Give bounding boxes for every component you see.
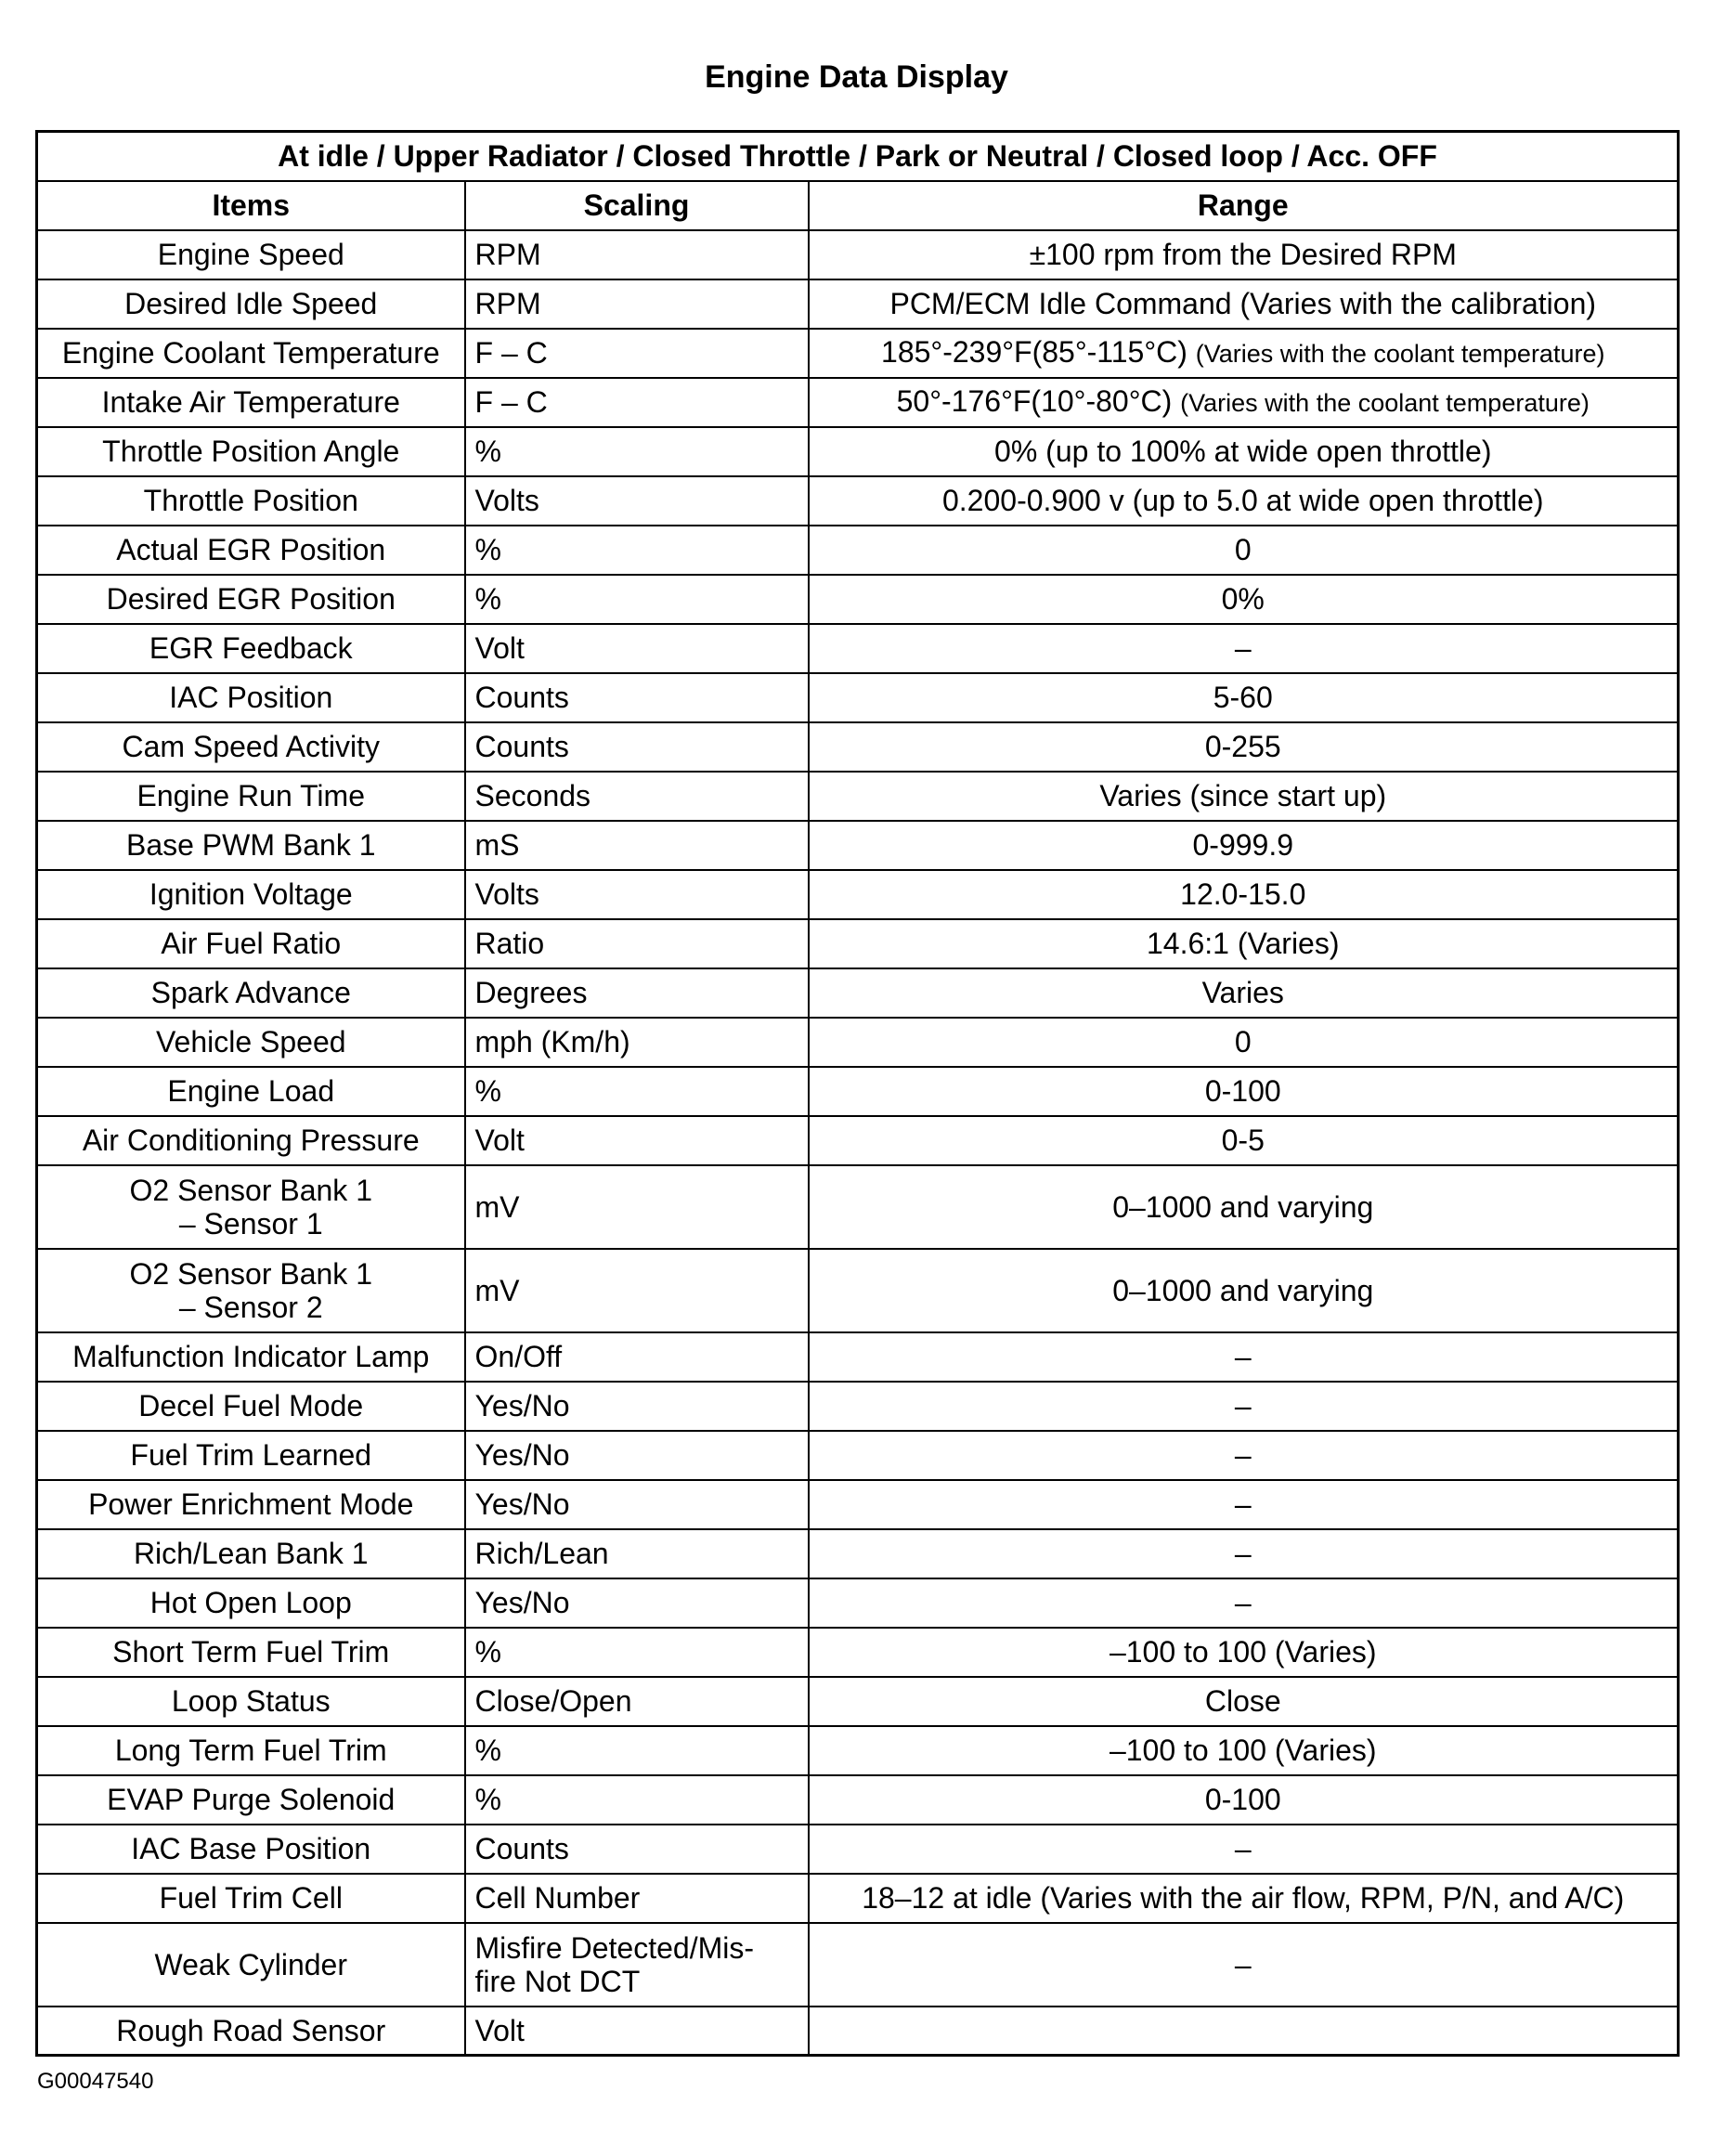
item-label: Weak Cylinder [154, 1947, 347, 1981]
item-cell [37, 378, 465, 427]
item-label: Throttle Position Angle [102, 435, 400, 468]
scaling-value: Cell Number [474, 1881, 641, 1915]
table-row [37, 1775, 1679, 1825]
range-value: 14.6:1 (Varies) [1147, 927, 1340, 960]
item-cell [37, 1825, 465, 1874]
range-value: Varies [1201, 976, 1284, 1009]
item-label: Rough Road Sensor [116, 2013, 386, 2047]
scaling-value: Yes/No [474, 1487, 570, 1521]
table-row [37, 1018, 1679, 1067]
scaling-cell [465, 575, 809, 624]
range-cell [809, 1726, 1679, 1775]
range-cell [809, 722, 1679, 772]
range-value: Varies (since start up) [1099, 779, 1387, 812]
table-row [37, 673, 1679, 722]
range-value: 12.0-15.0 [1180, 877, 1306, 911]
range-cell [809, 1480, 1679, 1529]
scaling-cell [465, 1529, 809, 1578]
conditions-row [37, 132, 1679, 181]
item-label: Malfunction Indicator Lamp [72, 1340, 430, 1373]
scaling-cell [465, 870, 809, 919]
item-label: Desired EGR Position [106, 582, 396, 616]
scaling-cell [465, 1116, 809, 1165]
scaling-cell [465, 1726, 809, 1775]
scaling-value: Seconds [474, 779, 591, 812]
item-cell [37, 329, 465, 378]
range-cell [809, 1249, 1679, 1332]
range-value: – [1234, 1537, 1252, 1570]
range-value: – [1234, 1438, 1252, 1472]
range-cell [809, 1165, 1679, 1249]
scaling-cell [465, 1825, 809, 1874]
scaling-cell [465, 722, 809, 772]
range-value: 18–12 at idle (Varies with the air flow, RPM, P/N, and A/C) [862, 1881, 1625, 1915]
scaling-cell [465, 329, 809, 378]
table-row [37, 1923, 1679, 2007]
item-cell [37, 1726, 465, 1775]
table-row [37, 1249, 1679, 1332]
table-row [37, 279, 1679, 329]
scaling-cell [465, 230, 809, 279]
table-row [37, 1578, 1679, 1628]
scaling-value: Yes/No [474, 1389, 570, 1422]
item-cell [37, 722, 465, 772]
range-value: – [1234, 1340, 1252, 1373]
scaling-value: F – C [474, 336, 548, 370]
range-value: 50°-176°F(10°-80°C) [896, 384, 1173, 418]
item-label: Desired Idle Speed [124, 287, 378, 320]
scaling-value: % [474, 1783, 501, 1816]
scaling-value: Rich/Lean [474, 1537, 609, 1570]
scaling-value: Volt [474, 631, 525, 665]
item-cell [37, 476, 465, 526]
range-value: 0-100 [1204, 1783, 1281, 1816]
range-value: 0–1000 and varying [1112, 1189, 1374, 1224]
scaling-value: Counts [474, 681, 569, 714]
scaling-value: % [474, 1734, 501, 1767]
item-label: Long Term Fuel Trim [114, 1734, 387, 1767]
range-cell [809, 1332, 1679, 1382]
range-value: PCM/ECM Idle Command (Varies with the calibration) [889, 287, 1597, 320]
scaling-value: % [474, 582, 501, 616]
scaling-value: mV [474, 1273, 520, 1307]
scaling-cell [465, 2007, 809, 2056]
item-label: Power Enrichment Mode [88, 1487, 414, 1521]
item-cell [37, 1249, 465, 1332]
range-cell [809, 526, 1679, 575]
item-label: Cam Speed Activity [122, 730, 380, 763]
table-row [37, 1332, 1679, 1382]
item-label: Engine Speed [157, 238, 344, 271]
item-cell [37, 673, 465, 722]
table-row [37, 378, 1679, 427]
scaling-cell [465, 1677, 809, 1726]
document-title: Engine Data Display [705, 59, 1008, 95]
scaling-value-line2: fire Not DCT [474, 1964, 641, 1998]
range-value: Close [1204, 1684, 1281, 1718]
range-note: (Varies with the coolant temperature) [1180, 389, 1590, 417]
scaling-cell [465, 1018, 809, 1067]
table-row [37, 2007, 1679, 2056]
range-value: – [1234, 1586, 1252, 1619]
scaling-cell [465, 526, 809, 575]
range-value: 0 [1234, 533, 1252, 566]
range-cell [809, 1529, 1679, 1578]
column-header-row [37, 181, 1679, 230]
range-cell [809, 1116, 1679, 1165]
range-value: ±100 rpm from the Desired RPM [1029, 238, 1457, 271]
scaling-cell [465, 1067, 809, 1116]
scaling-cell [465, 1578, 809, 1628]
scaling-value: % [474, 1074, 501, 1108]
scaling-value: On/Off [474, 1340, 563, 1373]
item-cell [37, 279, 465, 329]
range-cell [809, 1018, 1679, 1067]
item-label: O2 Sensor Bank 1 [129, 1256, 372, 1291]
item-cell [37, 1116, 465, 1165]
range-value: 0-5 [1221, 1123, 1265, 1157]
range-note: (Varies with the coolant temperature) [1195, 340, 1605, 368]
scaling-value: RPM [474, 287, 541, 320]
scaling-value: Counts [474, 730, 569, 763]
scaling-value: % [474, 435, 501, 468]
item-cell [37, 1067, 465, 1116]
item-cell [37, 1382, 465, 1431]
item-label: Fuel Trim Learned [130, 1438, 372, 1472]
table-row [37, 1382, 1679, 1431]
engine-data-table [35, 130, 1680, 2057]
item-cell [37, 2007, 465, 2056]
item-label: Loop Status [171, 1684, 331, 1718]
scaling-value: Volt [474, 2013, 525, 2047]
scaling-value: Close/Open [474, 1684, 632, 1718]
item-cell [37, 575, 465, 624]
item-cell [37, 821, 465, 870]
table-row [37, 230, 1679, 279]
item-label: Engine Run Time [136, 779, 365, 812]
range-value: 0-100 [1204, 1074, 1281, 1108]
item-cell [37, 1165, 465, 1249]
table-row [37, 1431, 1679, 1480]
item-label: Engine Coolant Temperature [61, 336, 440, 370]
table-row [37, 1165, 1679, 1249]
scaling-value: Counts [474, 1832, 569, 1865]
table-body [37, 230, 1679, 2056]
range-value: 0–1000 and varying [1112, 1273, 1374, 1307]
scaling-value: F – C [474, 385, 548, 419]
range-cell [809, 1775, 1679, 1825]
table-row [37, 1067, 1679, 1116]
range-cell [809, 230, 1679, 279]
range-cell [809, 919, 1679, 968]
item-label: Engine Load [167, 1074, 335, 1108]
scaling-value: Misfire Detected/Mis- [474, 1930, 754, 1965]
item-label: Actual EGR Position [116, 533, 386, 566]
range-cell [809, 1825, 1679, 1874]
table-row [37, 427, 1679, 476]
range-value: 185°-239°F(85°-115°C) [881, 335, 1187, 369]
range-cell [809, 624, 1679, 673]
table-row [37, 1529, 1679, 1578]
scaling-cell [465, 673, 809, 722]
range-value: –100 to 100 (Varies) [1109, 1635, 1377, 1669]
item-label: O2 Sensor Bank 1 [129, 1173, 372, 1207]
range-cell [809, 1067, 1679, 1116]
scaling-value: mS [474, 828, 520, 862]
scaling-cell [465, 279, 809, 329]
scaling-value: Degrees [474, 976, 588, 1009]
range-value: 0-999.9 [1192, 828, 1294, 862]
item-label: Throttle Position [143, 484, 358, 517]
item-cell [37, 1677, 465, 1726]
scaling-cell [465, 1249, 809, 1332]
range-value: 0.200-0.900 v (up to 5.0 at wide open throttle) [941, 484, 1544, 517]
item-label: Hot Open Loop [149, 1586, 352, 1619]
table-row [37, 624, 1679, 673]
range-cell [809, 1874, 1679, 1923]
item-label: Fuel Trim Cell [159, 1881, 343, 1915]
item-cell [37, 1529, 465, 1578]
range-value: 0-255 [1204, 730, 1281, 763]
table-row [37, 919, 1679, 968]
item-cell [37, 1480, 465, 1529]
range-cell [809, 1677, 1679, 1726]
scaling-cell [465, 1382, 809, 1431]
item-label: IAC Position [169, 681, 333, 714]
scaling-cell [465, 427, 809, 476]
range-cell [809, 279, 1679, 329]
item-cell [37, 1578, 465, 1628]
scaling-cell [465, 1628, 809, 1677]
range-value: 0 [1234, 1025, 1252, 1059]
range-value: –100 to 100 (Varies) [1109, 1734, 1377, 1767]
item-label: IAC Base Position [131, 1832, 371, 1865]
range-cell [809, 968, 1679, 1018]
item-label: Short Term Fuel Trim [112, 1635, 390, 1669]
item-label: Spark Advance [150, 976, 351, 1009]
scaling-cell [465, 378, 809, 427]
scaling-value: mph (Km/h) [474, 1025, 630, 1059]
scaling-cell [465, 476, 809, 526]
column-header-scaling: Scaling [465, 181, 809, 230]
range-cell [809, 378, 1679, 427]
scaling-value: Volt [474, 1123, 525, 1157]
item-cell [37, 919, 465, 968]
table-row [37, 1480, 1679, 1529]
figure-code: G00047540 [37, 2069, 154, 2094]
range-value: – [1234, 1487, 1252, 1521]
range-cell [809, 2007, 1679, 2056]
scaling-value: Volts [474, 484, 539, 517]
scaling-value: mV [474, 1189, 520, 1224]
column-header-items: Items [37, 181, 465, 230]
range-cell [809, 329, 1679, 378]
range-value: 0% [1221, 582, 1265, 616]
scaling-cell [465, 1923, 809, 2007]
range-cell [809, 673, 1679, 722]
item-cell [37, 624, 465, 673]
item-cell [37, 870, 465, 919]
table-row [37, 476, 1679, 526]
table-row [37, 870, 1679, 919]
item-cell [37, 1018, 465, 1067]
table-row [37, 1677, 1679, 1726]
item-label-line2: – Sensor 1 [178, 1206, 323, 1240]
table-row [37, 329, 1679, 378]
table-row [37, 1726, 1679, 1775]
scaling-value: RPM [474, 238, 541, 271]
scaling-value: Yes/No [474, 1586, 570, 1619]
range-value: 0% (up to 100% at wide open throttle) [994, 435, 1492, 468]
range-value: 5-60 [1213, 681, 1273, 714]
item-label: Base PWM Bank 1 [125, 828, 376, 862]
range-cell [809, 821, 1679, 870]
item-cell [37, 1874, 465, 1923]
item-label: Air Fuel Ratio [161, 927, 342, 960]
range-cell [809, 427, 1679, 476]
range-cell [809, 772, 1679, 821]
scaling-value: Volts [474, 877, 539, 911]
range-value: – [1234, 1947, 1252, 1981]
range-value: – [1234, 1832, 1252, 1865]
item-label: EVAP Purge Solenoid [107, 1783, 396, 1816]
scaling-value: Yes/No [474, 1438, 570, 1472]
item-cell [37, 772, 465, 821]
item-cell [37, 427, 465, 476]
range-value: – [1234, 631, 1252, 665]
item-cell [37, 230, 465, 279]
item-label: Decel Fuel Mode [138, 1389, 364, 1422]
range-cell [809, 575, 1679, 624]
range-cell [809, 1431, 1679, 1480]
scaling-cell [465, 624, 809, 673]
item-label: Rich/Lean Bank 1 [133, 1537, 369, 1570]
table-row [37, 1628, 1679, 1677]
scaling-cell [465, 968, 809, 1018]
item-label: Vehicle Speed [155, 1025, 346, 1059]
table-row [37, 821, 1679, 870]
item-cell [37, 968, 465, 1018]
scaling-cell [465, 919, 809, 968]
scaling-cell [465, 1332, 809, 1382]
item-cell [37, 1775, 465, 1825]
item-cell [37, 526, 465, 575]
scaling-cell [465, 1775, 809, 1825]
item-cell [37, 1332, 465, 1382]
column-header-range: Range [809, 181, 1679, 230]
item-label: EGR Feedback [149, 631, 353, 665]
item-label: Intake Air Temperature [101, 385, 400, 419]
scaling-cell [465, 821, 809, 870]
scaling-value: % [474, 533, 501, 566]
range-cell [809, 1923, 1679, 2007]
item-label: Ignition Voltage [149, 877, 353, 911]
scaling-cell [465, 1165, 809, 1249]
scaling-cell [465, 1431, 809, 1480]
table-row [37, 1825, 1679, 1874]
item-label: Air Conditioning Pressure [82, 1123, 420, 1157]
range-value: – [1234, 1389, 1252, 1422]
item-cell [37, 1628, 465, 1677]
range-cell [809, 1578, 1679, 1628]
table-row [37, 772, 1679, 821]
scaling-value: Ratio [474, 927, 545, 960]
table-row [37, 968, 1679, 1018]
conditions-header: At idle / Upper Radiator / Closed Throttle / Park or Neutral / Closed loop / Acc. OFF [37, 132, 1679, 181]
scaling-cell [465, 1480, 809, 1529]
scaling-cell [465, 772, 809, 821]
range-cell [809, 870, 1679, 919]
range-cell [809, 1628, 1679, 1677]
item-cell [37, 1923, 465, 2007]
scaling-value: % [474, 1635, 501, 1669]
item-label-line2: – Sensor 2 [178, 1290, 323, 1324]
scaling-cell [465, 1874, 809, 1923]
table-row [37, 722, 1679, 772]
range-cell [809, 1382, 1679, 1431]
table-row [37, 1116, 1679, 1165]
range-cell [809, 476, 1679, 526]
item-cell [37, 1431, 465, 1480]
table-row [37, 575, 1679, 624]
table-row [37, 1874, 1679, 1923]
table-row [37, 526, 1679, 575]
